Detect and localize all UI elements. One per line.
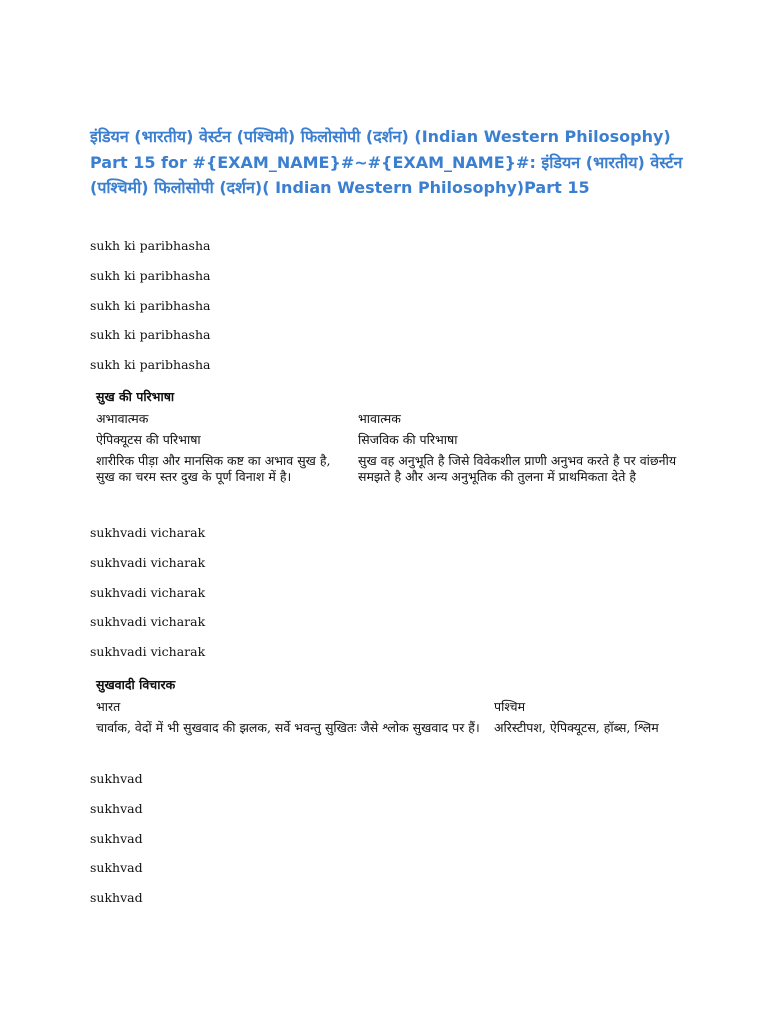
list-item: sukh ki paribhasha [90,327,211,343]
list-item: sukhvad [90,771,143,786]
thinkers-table [96,699,684,741]
list-item: sukhvadi vicharak [90,644,206,660]
table-cell: भारत [96,699,121,714]
list-item: sukhvad [90,800,143,816]
page-title: इंडियन (भारतीय) वेर्स्टन (पश्चिमी) फिलोसोपी (दर्शन) (Indian Western Philosophy) Part 15 for #{EXAM_NAME}#~#{EXAM_NAME}#: इंडियन (भारतीय) वेर्स्टन (पश्चिमी) फिलोसोपी (दर्शन)( Indian Western Philosophy)Part 15 [90,127,683,197]
definition-table [96,411,678,490]
list-item: sukhvad [90,830,143,846]
list-item: sukh ki paribhasha [90,238,211,253]
list-item: sukhvadi vicharak [90,554,206,570]
repeated-phrase-list-3 [90,771,143,920]
table-row [96,453,678,490]
table-cell: ऐपिक्यूटस की परिभाषा [96,432,201,447]
table-cell: शारीरिक पीड़ा और मानसिक कष्ट का अभाव सुख है, सुख का चरम स्तर दुख के पूर्ण विनाश में है। [96,453,331,484]
table-cell: अभावात्मक [96,411,149,426]
table-cell: सुख वह अनुभूति है जिसे विवेकशील प्राणी अनुभव करते है पर वांछनीय समझते है और अन्य अनुभूतिक की तुलना में प्राथमिकता देते है [358,453,677,484]
repeated-phrase-list-2 [90,525,205,674]
table-cell: सिजविक की परिभाषा [358,432,458,447]
table-cell: अरिस्टीपश, ऐपिक्यूटस, हॉब्स, श्लिम [494,720,659,735]
list-item: sukh ki paribhasha [90,297,211,313]
list-item: sukhvad [90,860,143,876]
table-cell: चार्वाक, वेदों में भी सुखवाद की झलक, सर्वे भवन्तु सुखितः जैसे श्लोक सुखवाद पर हैं। [96,720,480,735]
repeated-phrase-list-1 [90,238,210,387]
section-heading: सुख की परिभाषा [96,389,175,404]
table-cell: भावात्मक [358,411,401,426]
list-item: sukhvad [90,890,143,906]
list-item: sukhvadi vicharak [90,525,206,540]
table-row [96,720,684,741]
table-cell: पश्चिम [494,699,526,714]
list-item: sukh ki paribhasha [90,267,211,283]
table-row [96,411,678,432]
table-row [96,699,684,720]
table-row [96,432,678,453]
list-item: sukhvadi vicharak [90,614,206,630]
list-item: sukhvadi vicharak [90,584,206,600]
section-heading: सुखवादी विचारक [96,677,176,692]
list-item: sukh ki paribhasha [90,357,211,373]
